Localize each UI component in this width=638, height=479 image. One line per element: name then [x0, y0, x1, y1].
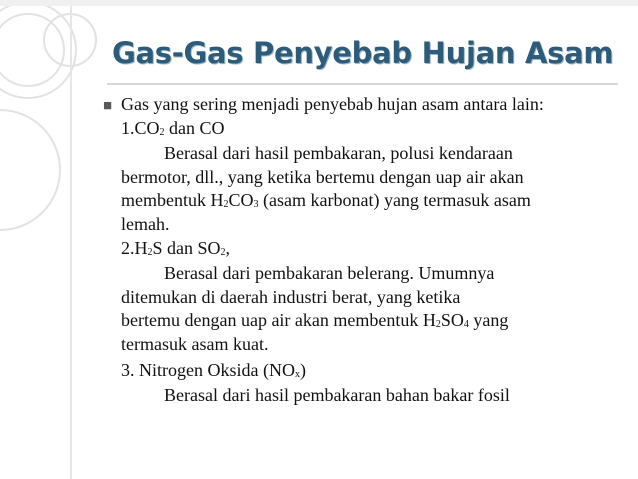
item-1-heading: 1.CO2 dan CO [121, 117, 225, 138]
item-1-desc-line: bermotor, dll., yang ketika bertemu dengan uap air akan [121, 166, 524, 187]
item-2-desc-line: termasuk asam kuat. [121, 333, 269, 354]
item-1-desc-line: Berasal dari hasil pembakaran, polusi kendaraan [164, 143, 513, 164]
item-2-desc-line: bertemu dengan uap air akan membentuk H2SO4 yang [121, 310, 509, 331]
item-2-heading: 2.H2S dan SO2, [121, 237, 231, 258]
title-divider [107, 83, 618, 85]
item-2-desc-line: ditemukan di daerah industri berat, yang ketika [121, 286, 461, 307]
item-3-heading: 3. Nitrogen Oksida (NOx) [121, 359, 306, 380]
slide-body [121, 93, 631, 408]
item-1-desc-line: lemah. [121, 213, 170, 234]
bullet-icon: ■ [103, 98, 113, 114]
item-2-desc-line: Berasal dari pembakaran belerang. Umumnya [164, 263, 495, 284]
slide-title: Gas-Gas Penyebab Hujan Asam [112, 36, 614, 70]
item-1-desc-line: membentuk H2CO3 (asam karbonat) yang termasuk asam [121, 190, 531, 211]
intro-text: Gas yang sering menjadi penyebab hujan asam antara lain: [121, 94, 544, 114]
item-3-desc-line: Berasal dari hasil pembakaran bahan bakar fosil [164, 385, 510, 406]
